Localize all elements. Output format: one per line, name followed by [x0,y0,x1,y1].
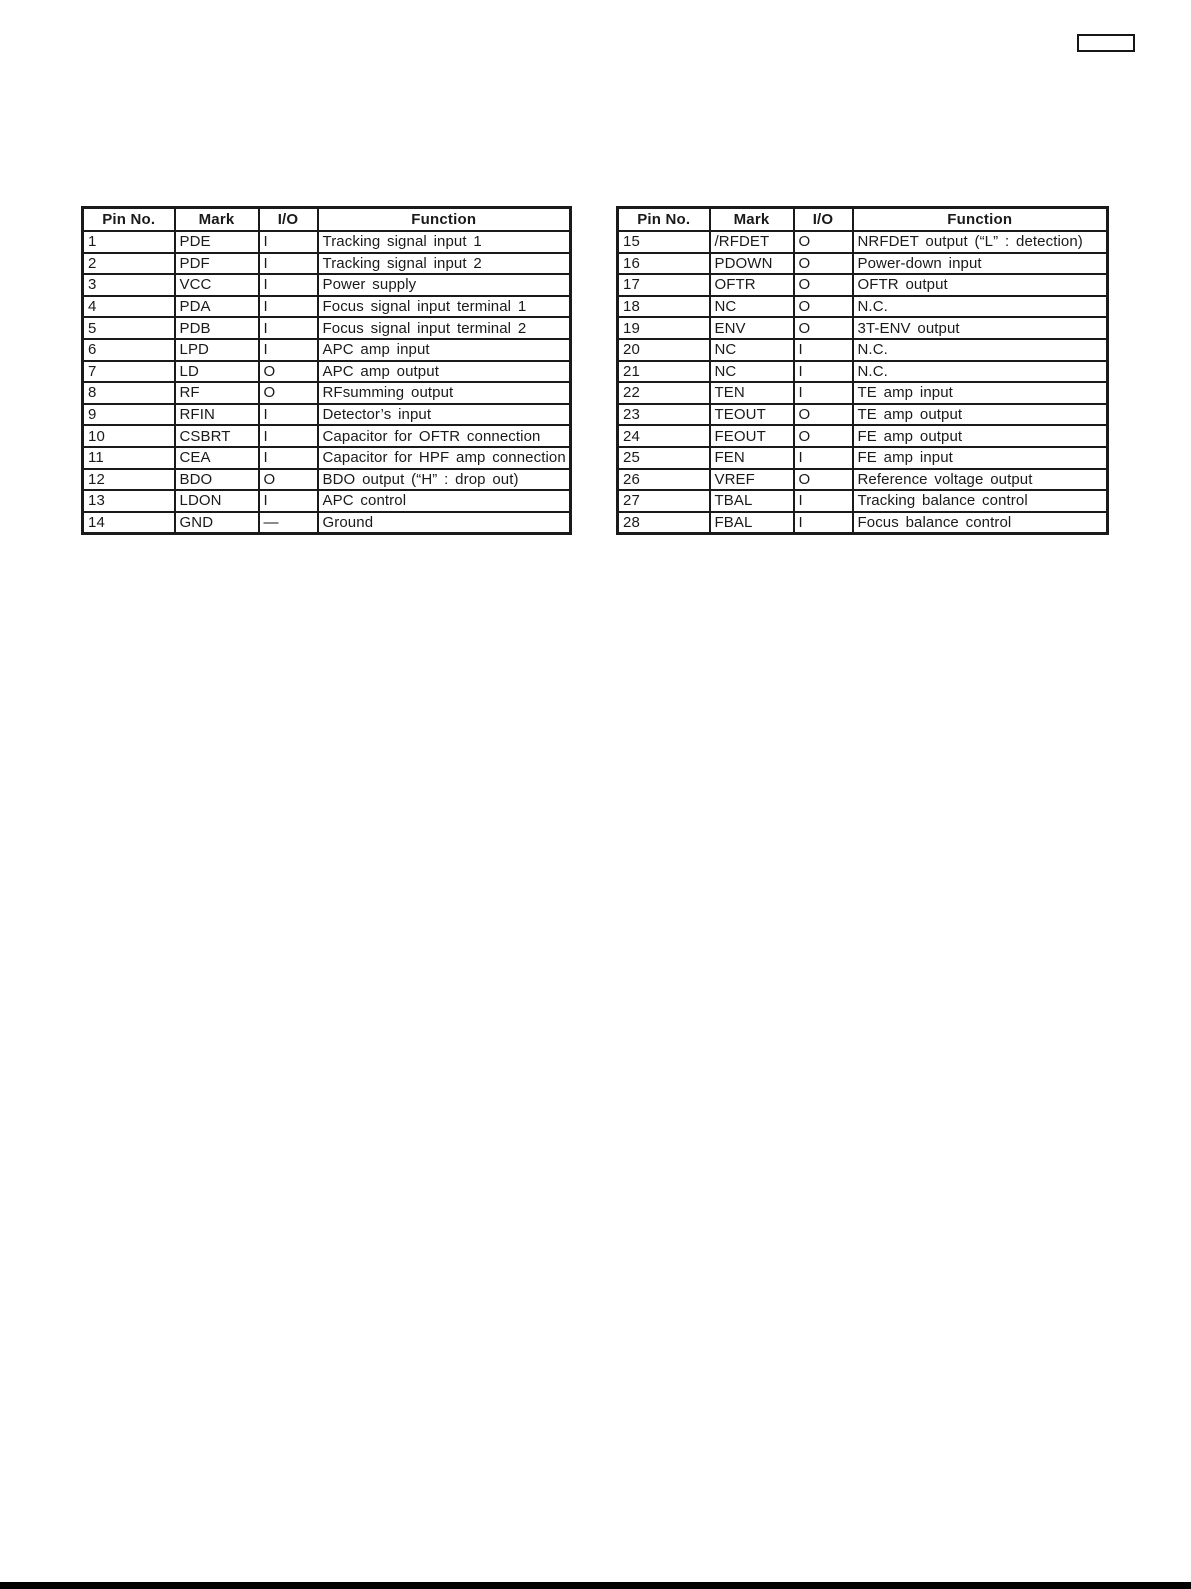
cell-mark: RF [175,382,259,404]
cell-io: O [259,469,318,491]
table-row [618,253,1108,275]
cell-mark: CEA [175,447,259,469]
column-header-mark: Mark [710,208,794,232]
table-row [83,404,571,426]
table-row [83,469,571,491]
cell-pin-no: 28 [618,512,710,534]
column-header-pin-no: Pin No. [618,208,710,232]
cell-mark: VCC [175,274,259,296]
cell-io: O [794,253,853,275]
cell-mark: TEOUT [710,404,794,426]
cell-mark: LD [175,361,259,383]
cell-pin-no: 6 [83,339,175,361]
cell-function: TE amp output [853,404,1108,426]
table-row [83,317,571,339]
cell-mark: /RFDET [710,231,794,253]
cell-pin-no: 11 [83,447,175,469]
cell-mark: GND [175,512,259,534]
cell-function: N.C. [853,339,1108,361]
cell-io: I [794,447,853,469]
table-row [618,382,1108,404]
cell-io: I [259,490,318,512]
table-row [618,274,1108,296]
table-row [618,490,1108,512]
table-row [83,490,571,512]
cell-io: O [794,404,853,426]
cell-pin-no: 19 [618,317,710,339]
table-row [83,253,571,275]
cell-mark: OFTR [710,274,794,296]
table-row [618,231,1108,253]
cell-pin-no: 20 [618,339,710,361]
cell-mark: FEOUT [710,425,794,447]
cell-function: Focus balance control [853,512,1108,534]
column-header-function: Function [853,208,1108,232]
cell-function: FE amp input [853,447,1108,469]
table-row [83,361,571,383]
cell-pin-no: 24 [618,425,710,447]
pin-function-table-1-14 [81,206,572,535]
table-row [83,339,571,361]
cell-function: Capacitor for OFTR connection [318,425,571,447]
cell-pin-no: 23 [618,404,710,426]
cell-function: APC control [318,490,571,512]
cell-mark: NC [710,296,794,318]
cell-mark: LDON [175,490,259,512]
cell-function: Power-down input [853,253,1108,275]
cell-pin-no: 2 [83,253,175,275]
cell-function: APC amp input [318,339,571,361]
cell-pin-no: 10 [83,425,175,447]
cell-mark: RFIN [175,404,259,426]
cell-io: O [794,274,853,296]
footer-rule [0,1582,1191,1589]
column-header-pin-no: Pin No. [83,208,175,232]
cell-io: I [794,382,853,404]
cell-io: O [794,231,853,253]
cell-io: I [259,274,318,296]
cell-function: 3T-ENV output [853,317,1108,339]
cell-function: APC amp output [318,361,571,383]
cell-io: O [794,317,853,339]
cell-pin-no: 4 [83,296,175,318]
cell-mark: PDE [175,231,259,253]
cell-function: OFTR output [853,274,1108,296]
cell-mark: NC [710,361,794,383]
column-header-mark: Mark [175,208,259,232]
cell-io: I [794,512,853,534]
table-row [618,361,1108,383]
cell-pin-no: 16 [618,253,710,275]
table-row [618,404,1108,426]
table-row [618,512,1108,534]
cell-function: N.C. [853,361,1108,383]
cell-io: I [259,317,318,339]
table-row [83,274,571,296]
cell-io: I [794,490,853,512]
cell-pin-no: 14 [83,512,175,534]
cell-function: Detector’s input [318,404,571,426]
cell-mark: VREF [710,469,794,491]
column-header-io: I/O [794,208,853,232]
table-row [83,296,571,318]
cell-io: — [259,512,318,534]
cell-function: Focus signal input terminal 2 [318,317,571,339]
cell-mark: NC [710,339,794,361]
cell-mark: FBAL [710,512,794,534]
cell-pin-no: 13 [83,490,175,512]
cell-function: Power supply [318,274,571,296]
cell-pin-no: 1 [83,231,175,253]
table-row [83,231,571,253]
cell-function: Tracking signal input 1 [318,231,571,253]
cell-pin-no: 8 [83,382,175,404]
cell-io: I [259,339,318,361]
table-row [83,512,571,534]
column-header-function: Function [318,208,571,232]
cell-mark: LPD [175,339,259,361]
cell-io: O [794,469,853,491]
table-row [618,339,1108,361]
cell-io: O [794,425,853,447]
cell-io: I [794,339,853,361]
cell-pin-no: 9 [83,404,175,426]
cell-mark: BDO [175,469,259,491]
cell-function: Focus signal input terminal 1 [318,296,571,318]
cell-function: NRFDET output (“L” : detection) [853,231,1108,253]
table-row [618,425,1108,447]
cell-mark: PDA [175,296,259,318]
cell-pin-no: 25 [618,447,710,469]
page-number-box [1077,34,1135,52]
cell-pin-no: 21 [618,361,710,383]
cell-pin-no: 27 [618,490,710,512]
cell-function: RFsumming output [318,382,571,404]
cell-io: I [259,296,318,318]
cell-io: I [794,361,853,383]
cell-function: N.C. [853,296,1108,318]
cell-function: Tracking signal input 2 [318,253,571,275]
cell-pin-no: 17 [618,274,710,296]
cell-function: Reference voltage output [853,469,1108,491]
table-row [618,447,1108,469]
cell-io: I [259,447,318,469]
cell-mark: ENV [710,317,794,339]
cell-mark: FEN [710,447,794,469]
cell-io: O [259,382,318,404]
cell-function: FE amp output [853,425,1108,447]
cell-io: I [259,404,318,426]
cell-pin-no: 26 [618,469,710,491]
cell-function: Ground [318,512,571,534]
column-header-io: I/O [259,208,318,232]
cell-io: I [259,253,318,275]
table-row [618,469,1108,491]
cell-pin-no: 22 [618,382,710,404]
cell-function: BDO output (“H” : drop out) [318,469,571,491]
cell-mark: CSBRT [175,425,259,447]
cell-pin-no: 5 [83,317,175,339]
cell-function: Capacitor for HPF amp connection [318,447,571,469]
cell-io: O [259,361,318,383]
cell-pin-no: 3 [83,274,175,296]
cell-pin-no: 12 [83,469,175,491]
cell-io: O [794,296,853,318]
cell-pin-no: 15 [618,231,710,253]
table-row [83,382,571,404]
cell-pin-no: 18 [618,296,710,318]
table-row [83,425,571,447]
header-row [618,208,1108,232]
cell-mark: TEN [710,382,794,404]
table-row [618,317,1108,339]
cell-mark: TBAL [710,490,794,512]
cell-mark: PDOWN [710,253,794,275]
cell-function: Tracking balance control [853,490,1108,512]
header-row [83,208,571,232]
cell-mark: PDB [175,317,259,339]
cell-io: I [259,425,318,447]
cell-function: TE amp input [853,382,1108,404]
cell-mark: PDF [175,253,259,275]
cell-io: I [259,231,318,253]
pin-function-table-15-28 [616,206,1109,535]
table-row [618,296,1108,318]
table-row [83,447,571,469]
cell-pin-no: 7 [83,361,175,383]
